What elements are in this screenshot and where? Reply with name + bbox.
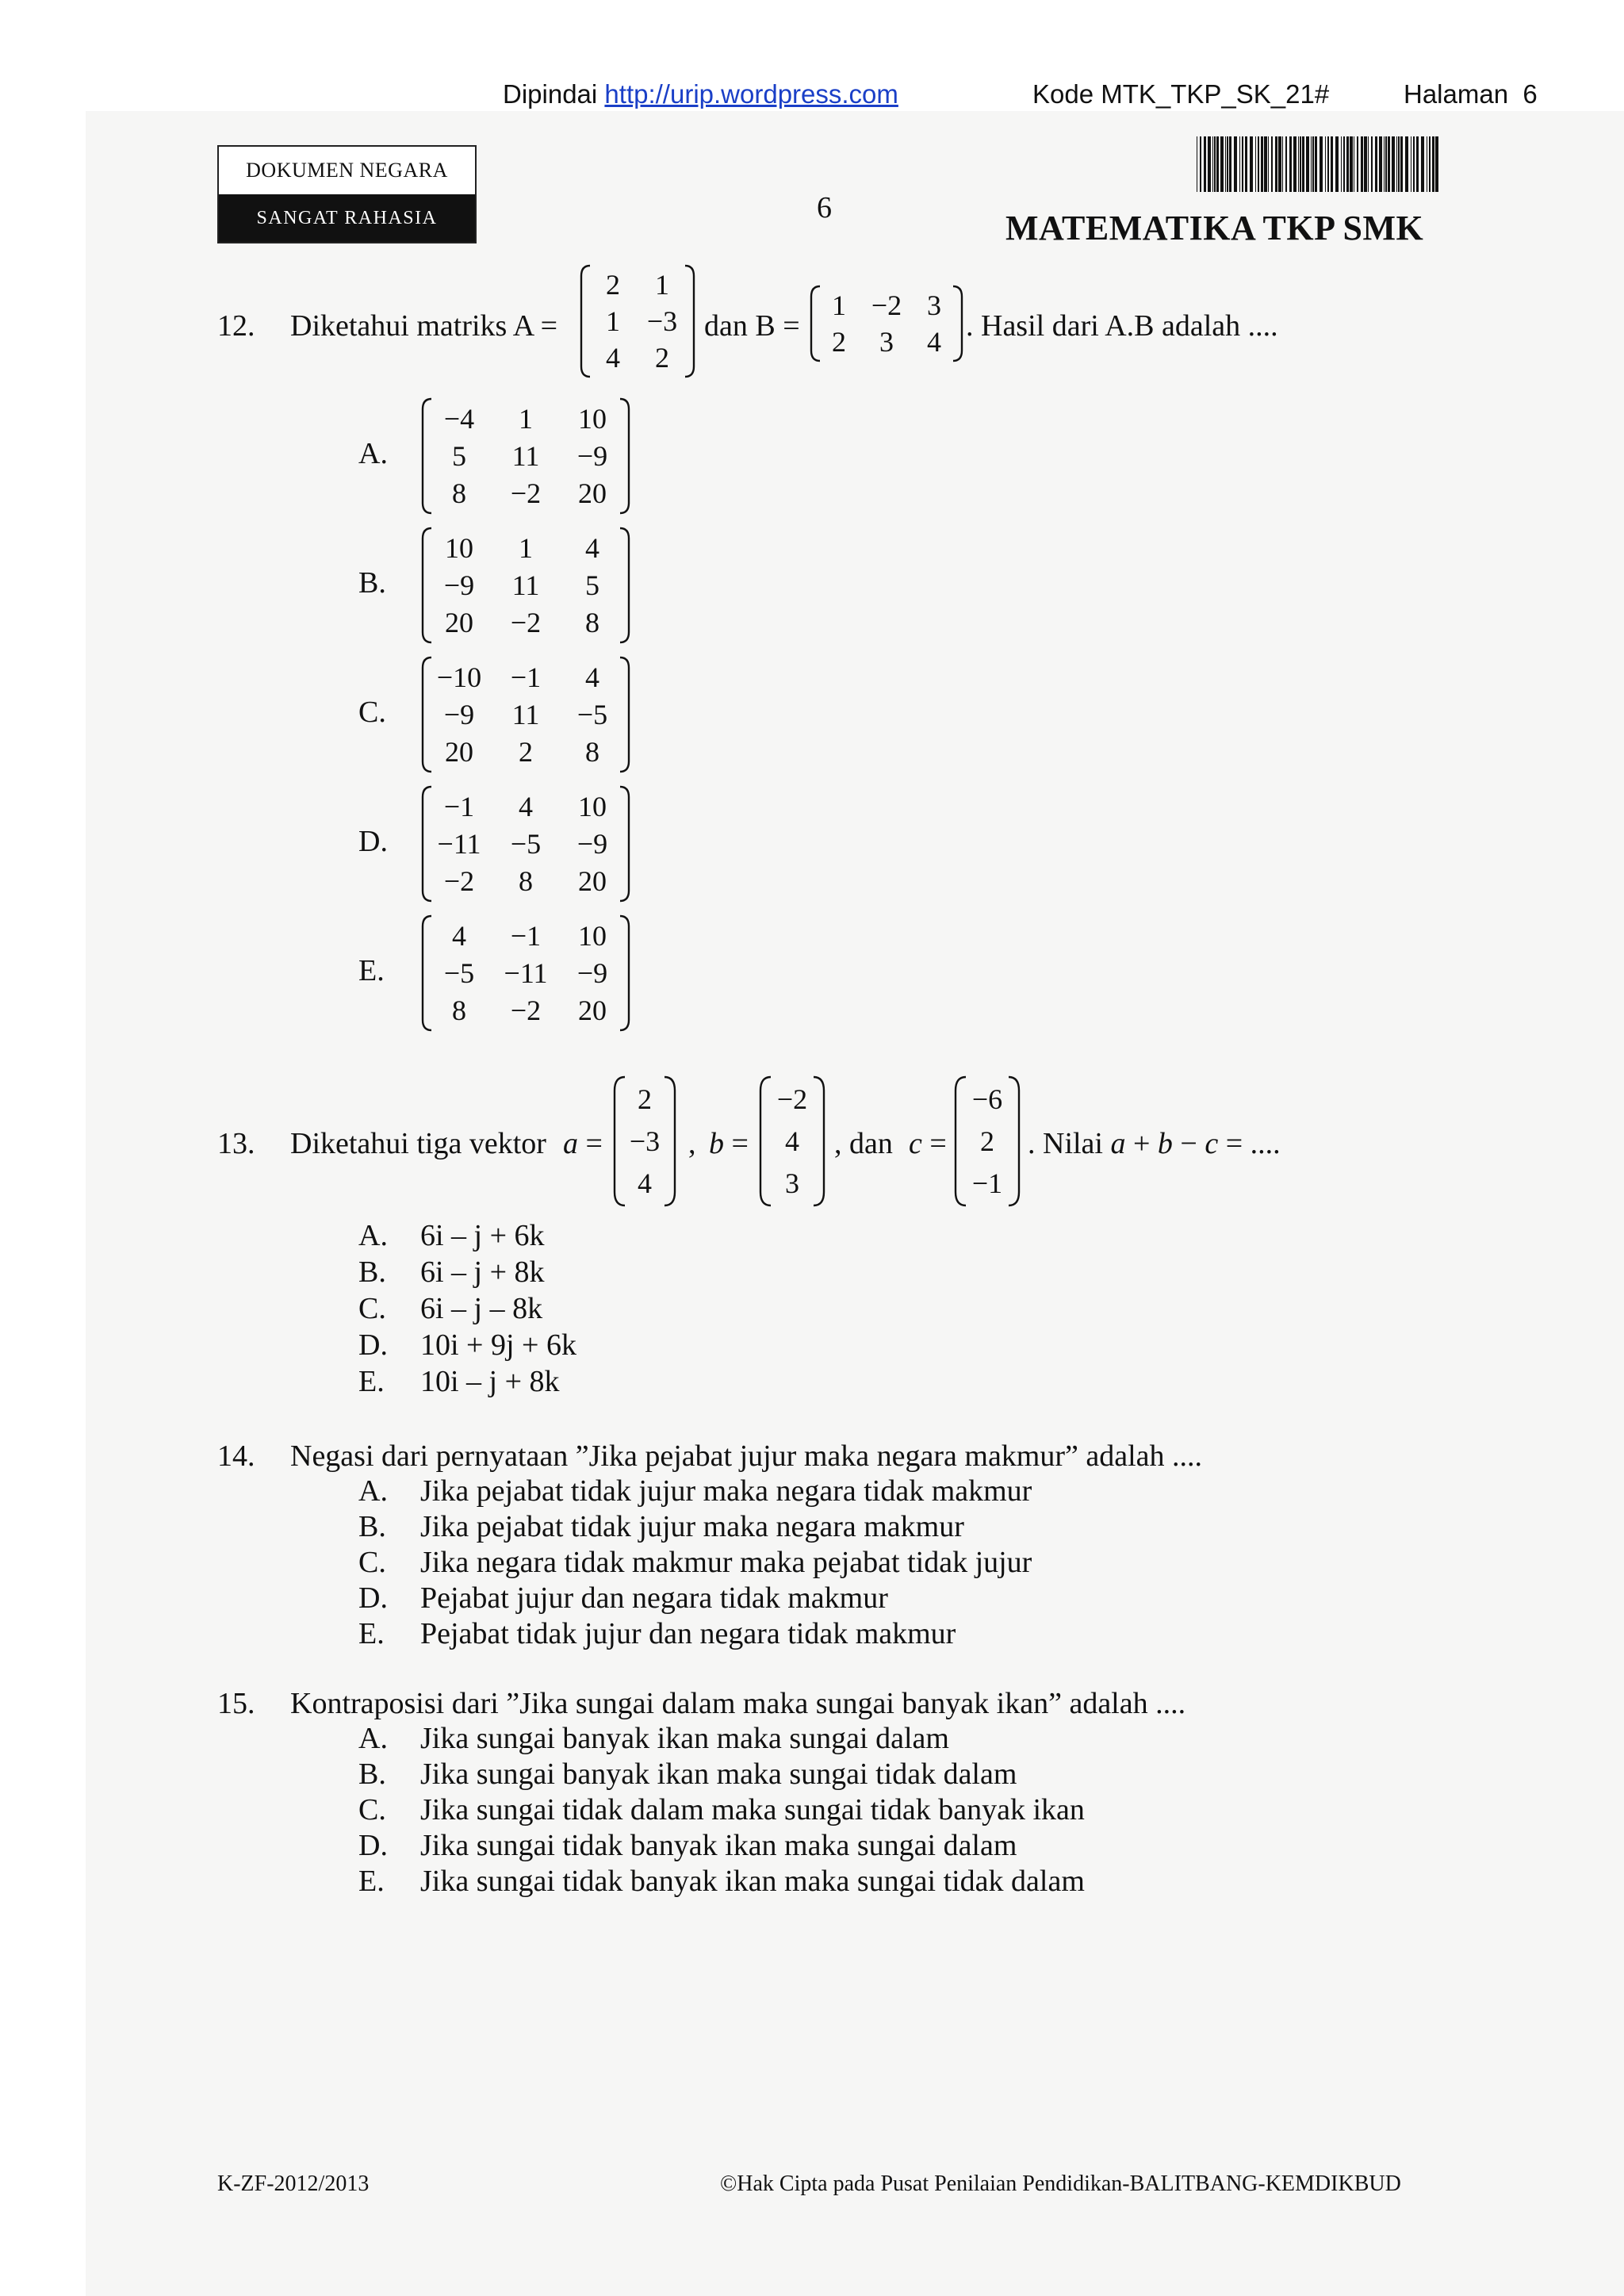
- matrix-cell: 8: [585, 736, 599, 769]
- vector-a-label: [563, 1126, 603, 1161]
- matrix-cell: 8: [519, 865, 533, 898]
- barcode-bar: [1315, 136, 1317, 192]
- matrix-cell: −4: [443, 402, 475, 435]
- matrix-cell: 20: [578, 995, 607, 1027]
- matrix-cell: −1: [510, 661, 542, 693]
- matrix-cell: −9: [576, 957, 608, 989]
- option-letter: E.: [358, 1365, 385, 1398]
- barcode-bar: [1320, 136, 1323, 192]
- barcode-bar: [1225, 136, 1226, 192]
- matrix-cell: 5: [452, 440, 466, 472]
- vector-component: 2: [980, 1125, 994, 1157]
- option-text: 10i – j + 8k: [420, 1365, 560, 1398]
- vector-c-name: c: [909, 1127, 922, 1160]
- barcode-bar: [1312, 136, 1314, 192]
- matrix-cell: 2: [655, 342, 669, 374]
- barcode-bar: [1268, 136, 1269, 192]
- barcode-bar: [1413, 136, 1415, 192]
- vector-a-name: a: [563, 1127, 578, 1160]
- matrix-cell: −5: [443, 957, 475, 989]
- barcode-bar: [1396, 136, 1397, 192]
- barcode-bar: [1298, 136, 1299, 192]
- matrix-cell: 1: [519, 402, 533, 435]
- barcode-bar: [1214, 136, 1216, 192]
- vector-component: 4: [785, 1125, 799, 1157]
- barcode-bar: [1341, 136, 1342, 192]
- matrix-a: [579, 263, 696, 379]
- nilai-label: . Nilai: [1028, 1127, 1103, 1160]
- barcode-bar: [1293, 136, 1297, 192]
- barcode-bar: [1392, 136, 1395, 192]
- matrix-cell: 8: [452, 995, 466, 1027]
- barcode-bar: [1289, 136, 1292, 192]
- vector-a: [612, 1075, 677, 1208]
- matrix-cell: 3: [879, 326, 894, 358]
- dan-label: , dan: [834, 1127, 893, 1160]
- barcode-bar: [1255, 136, 1256, 192]
- barcode-bar: [1306, 136, 1309, 192]
- page-number: 6: [817, 191, 832, 224]
- matrix-cell: 3: [927, 289, 941, 321]
- vector-component: −2: [776, 1083, 808, 1115]
- option-letter: B.: [358, 1757, 386, 1791]
- classification-bottom: SANGAT RAHASIA: [219, 194, 475, 242]
- answer-matrix: [420, 526, 631, 645]
- matrix-cell: −10: [436, 661, 482, 693]
- answer-matrix: [420, 914, 631, 1033]
- barcode-bar: [1234, 136, 1237, 192]
- barcode-bar: [1229, 136, 1231, 192]
- vector-component: 3: [785, 1167, 799, 1200]
- q13-number: 13.: [217, 1127, 255, 1160]
- barcode-bar: [1384, 136, 1385, 192]
- answer-matrix: [420, 655, 631, 774]
- option-text: Pejabat jujur dan negara tidak makmur: [420, 1581, 888, 1615]
- q12-intro: Diketahui matriks A =: [290, 309, 558, 343]
- matrix-cell: 1: [832, 289, 846, 321]
- option-text: Jika sungai banyak ikan maka sungai tidak dalam: [420, 1757, 1017, 1791]
- minus-sign: −: [1180, 1127, 1197, 1160]
- equals-sign: =: [929, 1127, 947, 1160]
- option-text: 6i – j + 8k: [420, 1255, 545, 1289]
- barcode-bar: [1245, 136, 1247, 192]
- barcode-bar: [1388, 136, 1390, 192]
- option-letter: E.: [358, 1617, 385, 1650]
- vector-b-name: b: [709, 1127, 724, 1160]
- option-text: Jika sungai tidak banyak ikan maka sungai tidak dalam: [420, 1865, 1085, 1898]
- plus-sign: +: [1132, 1127, 1151, 1160]
- q13-nilai: [1028, 1126, 1281, 1161]
- matrix-cell: −9: [443, 569, 475, 601]
- page-indicator: [1404, 79, 1538, 109]
- vector-c-label: [909, 1126, 947, 1161]
- matrix-cell: 4: [519, 790, 533, 822]
- matrix-cell: 11: [511, 699, 540, 730]
- option-letter: D.: [358, 1581, 388, 1615]
- option-letter: A.: [358, 1474, 388, 1508]
- q12-tail: . Hasil dari A.B adalah ....: [966, 309, 1278, 343]
- subject-title: MATEMATIKA TKP SMK: [1005, 209, 1424, 247]
- matrix-cell: 4: [927, 326, 941, 358]
- barcode-bar: [1421, 136, 1424, 192]
- option-letter: A.: [358, 1722, 388, 1755]
- barcode-bar: [1220, 136, 1224, 192]
- matrix-cell: 10: [578, 790, 607, 822]
- barcode-bar: [1282, 136, 1283, 192]
- matrix-cell: 8: [585, 607, 599, 639]
- matrix-cell: 2: [519, 736, 533, 769]
- option-letter: B.: [358, 1510, 386, 1543]
- vector-c: [953, 1075, 1021, 1208]
- vector-component: −1: [971, 1167, 1003, 1200]
- matrix-cell: −1: [443, 790, 475, 822]
- option-text: Jika pejabat tidak jujur maka negara tidak makmur: [420, 1474, 1032, 1508]
- matrix-cell: −9: [443, 699, 475, 730]
- vector-b: [758, 1075, 826, 1208]
- barcode-bar: [1216, 136, 1219, 192]
- matrix-cell: 20: [445, 736, 473, 769]
- option-letter: C.: [358, 1546, 386, 1579]
- option-letter: A.: [358, 1219, 388, 1252]
- option-text: 10i + 9j + 6k: [420, 1328, 576, 1362]
- equals-sign: =: [731, 1127, 749, 1160]
- matrix-cell: −2: [443, 865, 475, 898]
- barcode-bar: [1261, 136, 1263, 192]
- barcode-bar: [1227, 136, 1228, 192]
- option-text: Jika sungai tidak banyak ikan maka sungai dalam: [420, 1829, 1017, 1862]
- barcode-bar: [1405, 136, 1408, 192]
- option-text: 6i – j – 8k: [420, 1292, 543, 1325]
- matrix-cell: 20: [578, 477, 607, 510]
- matrix-cell: 1: [519, 531, 533, 564]
- source-link[interactable]: http://urip.wordpress.com: [604, 79, 898, 109]
- scan-credit-label: Dipindai: [503, 79, 598, 109]
- matrix-cell: 8: [452, 477, 466, 510]
- matrix-cell: −3: [646, 305, 678, 337]
- matrix-cell: 10: [578, 402, 607, 435]
- barcode-bar: [1271, 136, 1273, 192]
- option-text: Jika negara tidak makmur maka pejabat tidak jujur: [420, 1546, 1032, 1579]
- matrix-cell: −2: [510, 995, 542, 1027]
- barcode-bar: [1379, 136, 1382, 192]
- matrix-cell: 1: [606, 305, 620, 337]
- barcode-bar: [1416, 136, 1419, 192]
- footer-code: K-ZF-2012/2013: [217, 2171, 370, 2196]
- matrix-cell: −11: [504, 957, 548, 989]
- barcode-bar: [1325, 136, 1326, 192]
- q14-question: Negasi dari pernyataan ”Jika pejabat jujur maka negara makmur” adalah ....: [290, 1439, 1203, 1473]
- matrix-cell: 20: [578, 865, 607, 898]
- barcode-bar: [1242, 136, 1243, 192]
- barcode-bar: [1212, 136, 1213, 192]
- footer-copyright: ©Hak Cipta pada Pusat Penilaian Pendidikan-BALITBANG-KEMDIKBUD: [720, 2171, 1401, 2196]
- q12-number: 12.: [217, 309, 255, 343]
- barcode: [1195, 136, 1443, 192]
- barcode-bar: [1239, 136, 1240, 192]
- barcode-bar: [1311, 136, 1312, 192]
- option-text: Pejabat tidak jujur dan negara tidak makmur: [420, 1617, 956, 1650]
- barcode-bar: [1278, 136, 1281, 192]
- equals-sign: =: [585, 1127, 603, 1160]
- vector-c-name: c: [1205, 1127, 1219, 1160]
- barcode-bar: [1368, 136, 1369, 192]
- barcode-bar: [1331, 136, 1333, 192]
- page-indicator-label: Halaman: [1404, 79, 1509, 109]
- matrix-cell: −11: [437, 828, 481, 860]
- barcode-bar: [1258, 136, 1259, 192]
- matrix-cell: 4: [585, 661, 599, 693]
- matrix-cell: −5: [510, 828, 542, 860]
- matrix-b: [809, 284, 964, 363]
- matrix-cell: 4: [585, 531, 599, 564]
- matrix-cell: −1: [510, 919, 542, 952]
- option-letter: C.: [358, 1793, 386, 1826]
- classification-box: [217, 145, 477, 243]
- classification-top: DOKUMEN NEGARA: [246, 159, 448, 182]
- q12-dan-b: dan B =: [704, 309, 800, 343]
- option-letter: E.: [358, 1865, 385, 1898]
- barcode-bar: [1361, 136, 1363, 192]
- page-indicator-number: 6: [1522, 79, 1538, 109]
- vector-component: 4: [638, 1167, 652, 1200]
- option-text: Jika sungai tidak dalam maka sungai tidak banyak ikan: [420, 1793, 1085, 1826]
- answer-matrix: [420, 784, 631, 903]
- barcode-bar: [1346, 136, 1349, 192]
- barcode-bar: [1385, 136, 1387, 192]
- option-letter: B.: [358, 566, 386, 600]
- option-letter: B.: [358, 1255, 386, 1289]
- barcode-bar: [1375, 136, 1377, 192]
- barcode-bar: [1435, 136, 1438, 192]
- option-letter: E.: [358, 954, 385, 987]
- barcode-bar: [1335, 136, 1339, 192]
- vector-component: −6: [971, 1083, 1003, 1115]
- option-letter: C.: [358, 1292, 386, 1325]
- barcode-bar: [1264, 136, 1267, 192]
- document-code: Kode MTK_TKP_SK_21#: [1032, 79, 1330, 109]
- matrix-cell: 5: [585, 569, 599, 601]
- option-text: 6i – j + 6k: [420, 1219, 545, 1252]
- barcode-bar: [1208, 136, 1211, 192]
- ellipsis: = ....: [1225, 1127, 1281, 1160]
- barcode-bar: [1350, 136, 1353, 192]
- barcode-bar: [1300, 136, 1301, 192]
- option-letter: D.: [358, 1829, 388, 1862]
- option-text: Jika pejabat tidak jujur maka negara makmur: [420, 1510, 964, 1543]
- matrix-cell: 11: [511, 440, 540, 472]
- q13-intro: Diketahui tiga vektor: [290, 1127, 546, 1160]
- vector-component: −3: [629, 1125, 661, 1157]
- barcode-bar: [1250, 136, 1253, 192]
- option-letter: C.: [358, 696, 386, 729]
- option-letter: A.: [358, 437, 388, 470]
- matrix-cell: −5: [576, 699, 608, 730]
- matrix-cell: 1: [655, 269, 669, 301]
- barcode-bar: [1275, 136, 1277, 192]
- answer-matrix: [420, 397, 631, 516]
- barcode-bar: [1364, 136, 1367, 192]
- barcode-bar: [1302, 136, 1304, 192]
- matrix-cell: −2: [510, 477, 542, 510]
- barcode-bar: [1343, 136, 1345, 192]
- matrix-cell: −2: [871, 289, 902, 321]
- vector-component: 2: [638, 1083, 652, 1115]
- scanned-page: [86, 111, 1624, 2296]
- barcode-bar: [1371, 136, 1373, 192]
- matrix-cell: −2: [510, 607, 542, 639]
- vector-b-label: [709, 1126, 749, 1161]
- scan-credit: [503, 79, 898, 109]
- barcode-bar: [1429, 136, 1431, 192]
- q14-number: 14.: [217, 1439, 255, 1473]
- matrix-cell: −9: [576, 440, 608, 472]
- barcode-bar: [1285, 136, 1287, 192]
- matrix-cell: 4: [452, 919, 466, 952]
- matrix-cell: 4: [606, 342, 620, 374]
- matrix-cell: −9: [576, 828, 608, 860]
- vector-a-name: a: [1110, 1127, 1126, 1160]
- matrix-cell: 10: [445, 531, 473, 564]
- vector-b-name: b: [1157, 1127, 1173, 1160]
- option-letter: D.: [358, 1328, 388, 1362]
- matrix-cell: 11: [511, 569, 540, 601]
- q15-question: Kontraposisi dari ”Jika sungai dalam maka sungai banyak ikan” adalah ....: [290, 1687, 1186, 1720]
- option-text: Jika sungai banyak ikan maka sungai dalam: [420, 1722, 949, 1755]
- barcode-bar: [1327, 136, 1329, 192]
- q15-number: 15.: [217, 1687, 255, 1720]
- barcode-bar: [1398, 136, 1400, 192]
- comma: ,: [688, 1127, 696, 1160]
- barcode-bar: [1432, 136, 1434, 192]
- matrix-cell: 2: [832, 326, 846, 358]
- barcode-bar: [1200, 136, 1201, 192]
- barcode-bar: [1204, 136, 1206, 192]
- option-letter: D.: [358, 825, 388, 858]
- matrix-cell: 20: [445, 607, 473, 639]
- matrix-cell: 10: [578, 919, 607, 952]
- matrix-cell: 2: [606, 269, 620, 301]
- barcode-bar: [1400, 136, 1403, 192]
- barcode-bar: [1357, 136, 1358, 192]
